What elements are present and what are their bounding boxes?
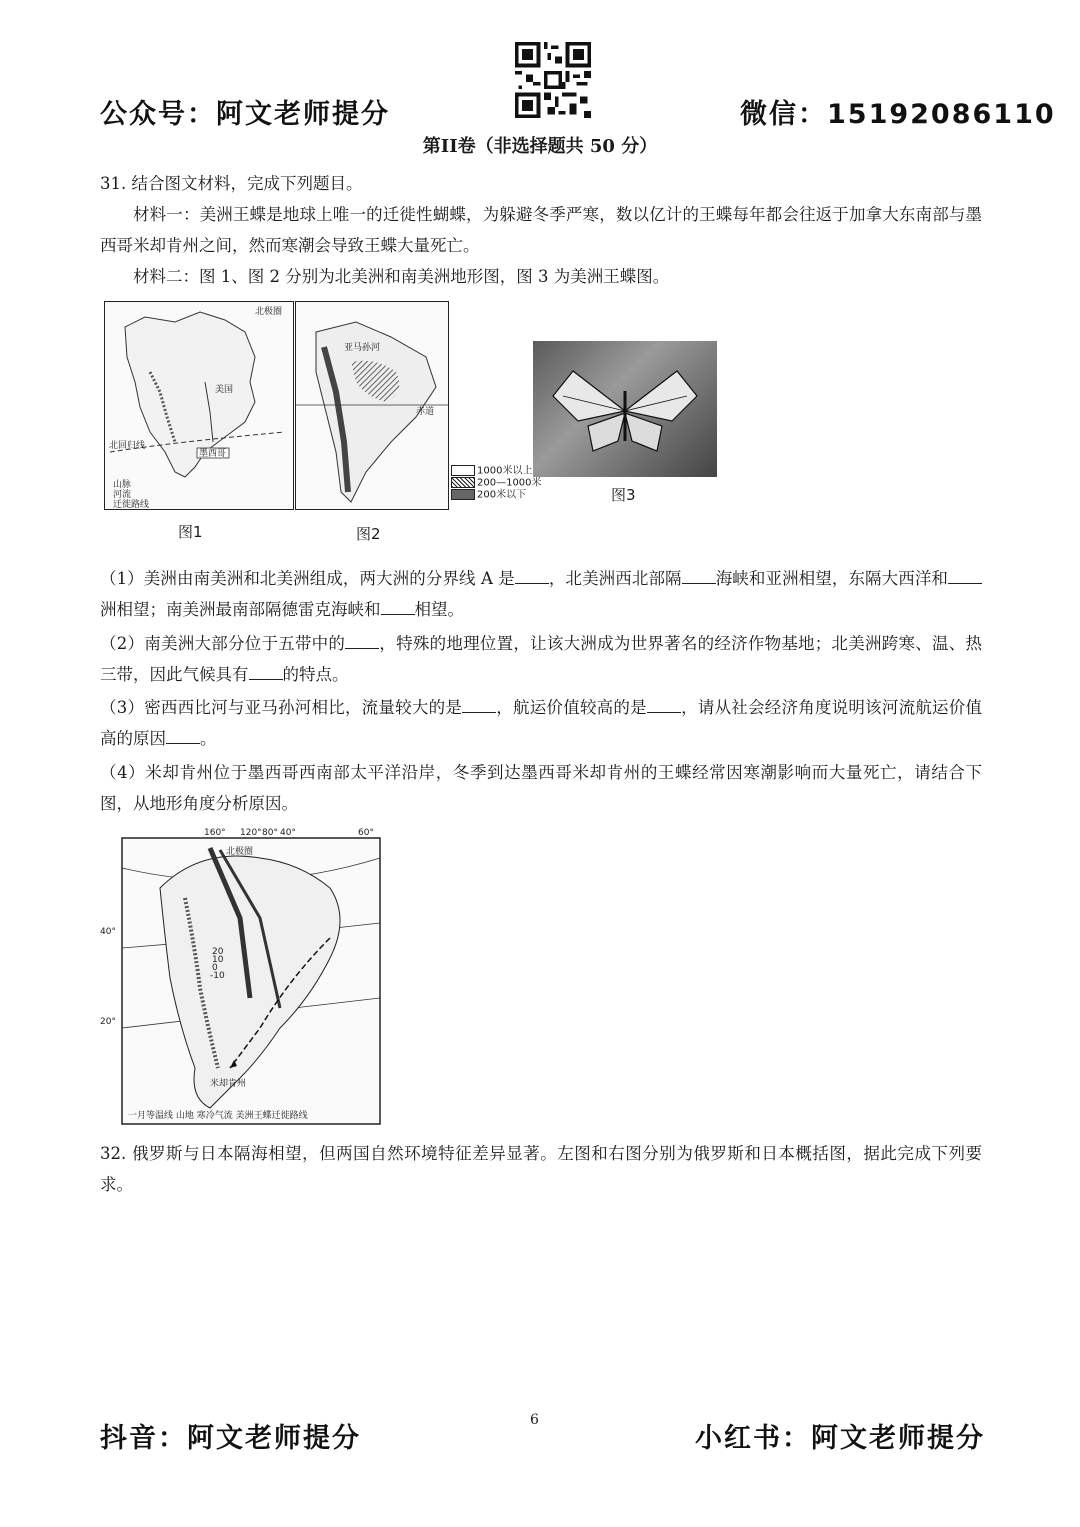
lat-40-label: 40° [100,927,116,937]
answer-blank[interactable] [647,694,681,713]
section-title: 第II卷（非选择题共 50 分） [422,136,658,157]
answer-blank[interactable] [515,565,549,584]
legend-row-mid [451,477,542,489]
legend-row-high [451,465,542,477]
lon-160-label: 160° [204,828,226,838]
q31-sub3-part-b: ，航运价值较高的是 [496,698,647,717]
q31-sub1-part-b: ，北美洲西北部隔 [548,569,682,588]
page-number: 6 [530,1412,539,1428]
figure-3-monarch-butterfly-photo [533,341,717,477]
q31-material-2: 材料二：图 1、图 2 分别为北美洲和南美洲地形图，图 3 为美洲王蝶图。 [133,267,670,286]
answer-blank[interactable] [166,725,200,744]
elevation-legend [451,465,542,501]
q31-sub-1 [100,563,982,625]
legend-low-label: 200米以下 [477,489,527,501]
figure-1-north-america-map [104,301,294,510]
figure-2-south-america-map [295,301,449,510]
legend-mountain-label: 山脉 [113,480,132,490]
tropic-cancer-label: 北回归线 [109,441,146,451]
header-left-promo: 公众号：阿文老师提分 [100,99,390,130]
q31-sub1-part-c: 海峡和亚洲相望，东隔大西洋和 [715,569,949,588]
q31-sub1-part-e: 相望。 [414,600,464,619]
footer-right-promo: 小红书：阿文老师提分 [695,1423,985,1454]
answer-blank[interactable] [249,661,283,680]
lon-60-label: 60° [358,828,374,838]
q31-material-1: 材料一：美洲王蝶是地球上唯一的迁徙性蝴蝶，为躲避冬季严寒，数以亿计的王蝶每年都会往返于加拿大东南部与墨西哥米却肯州之间，然而寒潮会导致王蝶大量死亡。 [100,205,982,255]
q31-sub1-part-d: 洲相望；南美洲最南部隔德雷克海峡和 [100,600,381,619]
isotherm-neg10-label: -10 [210,971,225,981]
q31-sub-2 [100,628,982,690]
qr-code-icon [515,42,591,118]
figure-4-legend: 一月等温线 山地 寒冷气流 美洲王蝶迁徙路线 [128,1111,308,1121]
legend-mid-label: 200—1000米 [477,477,542,489]
equator-label: 赤道 [416,407,435,417]
arctic-circle-label-fig4: 北极圈 [226,847,254,857]
q31-sub3-part-c: ，请从社会经济角度说明该河流航运价值高的原因 [100,698,983,748]
figure-2-caption: 图2 [356,525,381,543]
q31-sub1-part-a: （1）美洲由南美洲和北美洲组成，两大洲的分界线 A 是 [100,569,515,588]
lat-20-label: 20° [100,1017,116,1027]
header-right-promo: 微信：15192086110 [740,99,1056,130]
q31-sub-4: （4）米却肯州位于墨西哥西南部太平洋沿岸，冬季到达墨西哥米却肯州的王蝶经常因寒潮影响而大量死亡，请结合下图，从地形角度分析原因。 [100,763,982,813]
amazon-river-label: 亚马孙河 [344,343,381,353]
answer-blank[interactable] [345,630,379,649]
lon-120-label: 120° [240,828,262,838]
legend-river-label: 河流 [113,490,132,500]
mexico-label: 墨西哥 [199,449,227,459]
figure-4-migration-map [100,828,385,1128]
q32-stem: 32. 俄罗斯与日本隔海相望，但两国自然环境特征差异显著。左图和右图分别为俄罗斯和日本概括图，据此完成下列要求。 [100,1144,982,1194]
footer-left-promo: 抖音：阿文老师提分 [100,1423,361,1454]
legend-route-label: 迁徙路线 [113,500,150,509]
answer-blank[interactable] [682,565,716,584]
answer-blank[interactable] [462,694,496,713]
america-label: 美国 [215,385,234,395]
q31-sub-3 [100,692,982,754]
legend-row-low [451,489,542,501]
q31-sub2-part-a: （2）南美洲大部分位于五带中的 [100,634,346,653]
answer-blank[interactable] [381,596,415,615]
isotherm-0-label: 0 [212,963,218,973]
legend-high-label: 1000米以上 [477,465,533,477]
isotherm-10-label: 10 [212,955,224,965]
q31-sub2-part-b: ，特殊的地理位置，让该大洲成为世界著名的经济作物基地；北美洲跨寒、温、热三带，因此气候具有 [100,634,983,684]
answer-blank[interactable] [948,565,982,584]
q31-stem: 31. 结合图文材料，完成下列题目。 [100,174,363,193]
michoacan-label: 米却肯州 [210,1079,247,1089]
lon-80-label: 80° [262,828,278,838]
q31-sub2-part-c: 的特点。 [282,665,349,684]
figure-3-caption: 图3 [611,486,636,504]
lon-40-label: 40° [280,828,296,838]
isotherm-20-label: 20 [212,947,224,957]
figure-1-caption: 图1 [178,523,203,541]
q31-sub3-part-d: 。 [200,729,217,748]
q31-sub3-part-a: （3）密西西比河与亚马孙河相比，流量较大的是 [100,698,463,717]
arctic-circle-label: 北极圈 [255,307,283,317]
